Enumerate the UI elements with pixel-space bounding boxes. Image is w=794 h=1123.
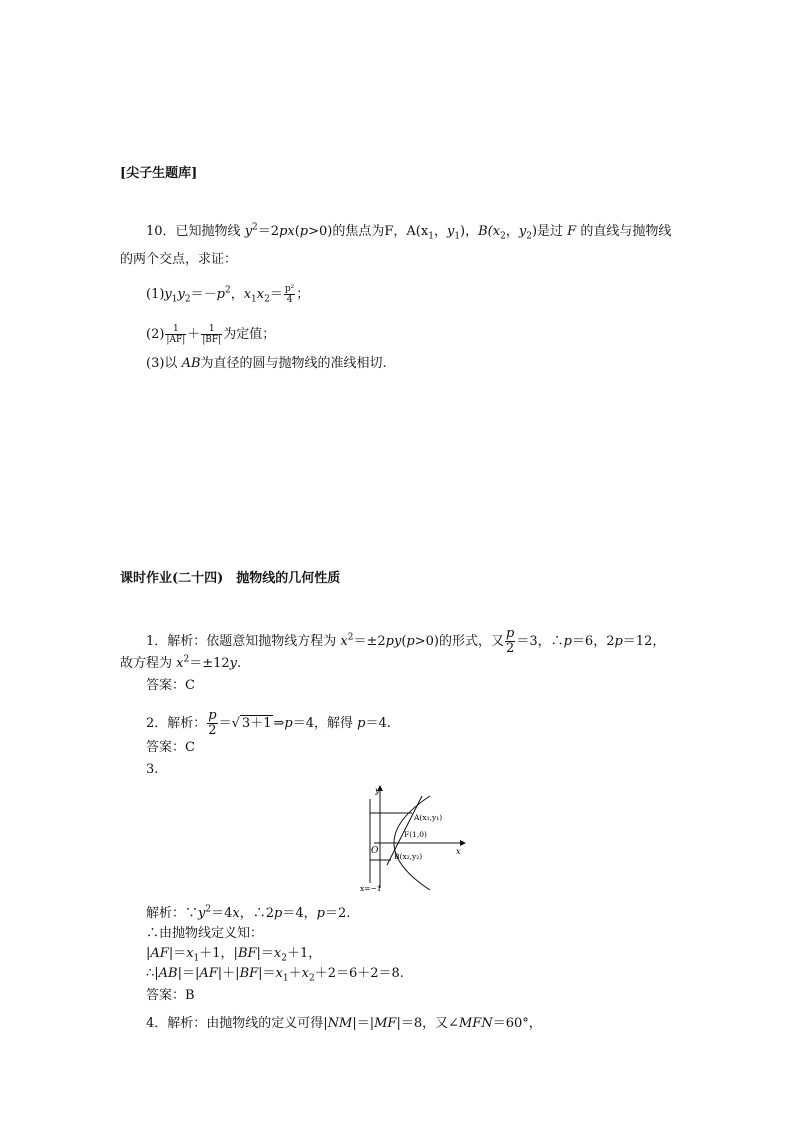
answer-4-line-1: 4．解析：由抛物线的定义可得|NM|＝|MF|＝8，又∠MFN＝60°，: [146, 1016, 542, 1031]
answer-3-line-2: ∴由抛物线定义知：: [146, 926, 264, 941]
answer-2-line-1: 2．解析： $\frac{p}{2}$ ＝√ 3＋1 ⇒p＝4，解得 p＝4.: [146, 708, 391, 738]
directrix-label: x=−1: [360, 884, 382, 893]
answer-3-line-3: $|AF|=x_1+1$，$|BF|=x_2+1$，: [146, 946, 322, 964]
answer-3-line-4: $\therefore|AB|=|AF|+|BF|=x_1+x_2+2=6+2=8$.: [146, 966, 404, 984]
x-axis-label: x: [456, 847, 461, 856]
problem-10-line-2: 的两个交点，求证：: [120, 252, 238, 267]
parabola-figure: [354, 785, 466, 895]
y-axis-label: y: [375, 786, 380, 795]
point-B-label: B(x₂,y₂): [394, 852, 423, 861]
answer-3-line-1: 解析：$\because y^2=4x$，∴2p＝4，p＝2.: [146, 904, 351, 921]
problem-10-line-1: 10．已知抛物线 $y^2=2px(p>0)$的焦点为F，$A(x_1$，$y_1$)，$B(x_2$，$y_2$)是过 F 的直线与抛物线: [146, 222, 672, 242]
origin-label: O: [371, 846, 379, 856]
answer-1-result: 答案：C: [146, 678, 195, 693]
focus-label: F(1,0): [404, 830, 427, 839]
problem-10-claim-2: (2) $\frac{1}{|AF|}$ ＋ $\frac{1}{|BF|}$ 为定值；: [146, 324, 276, 345]
problem-10-claim-1: $(1)y_1y_2=-p^2$，$x_1x_2=$ $\frac{\text{p²}}{4}$ ；: [146, 284, 310, 305]
x-axis-arrow: [460, 840, 466, 846]
point-A-label: A(x₁,y₁): [414, 813, 443, 822]
answer-3-result: 答案：B: [146, 988, 195, 1003]
answer-3-number: 3.: [146, 762, 159, 777]
answer-1-line-2: 故方程为 $x^2=\pm 12y$.: [120, 654, 242, 671]
section-title-homework: 课时作业(二十四) 抛物线的几何性质: [120, 571, 341, 586]
answer-1-line-1: 1．解析：依题意知抛物线方程为 $x^2=\pm 2py(p>0)$的形式，又 $\frac{p}{2}$ ＝3，∴p＝6，2p＝12，: [146, 626, 666, 656]
problem-10-claim-3: (3)以 AB为直径的圆与抛物线的准线相切.: [146, 356, 387, 371]
answer-2-result: 答案：C: [146, 740, 195, 755]
section-title-bank: [尖子生题库]: [120, 166, 198, 181]
